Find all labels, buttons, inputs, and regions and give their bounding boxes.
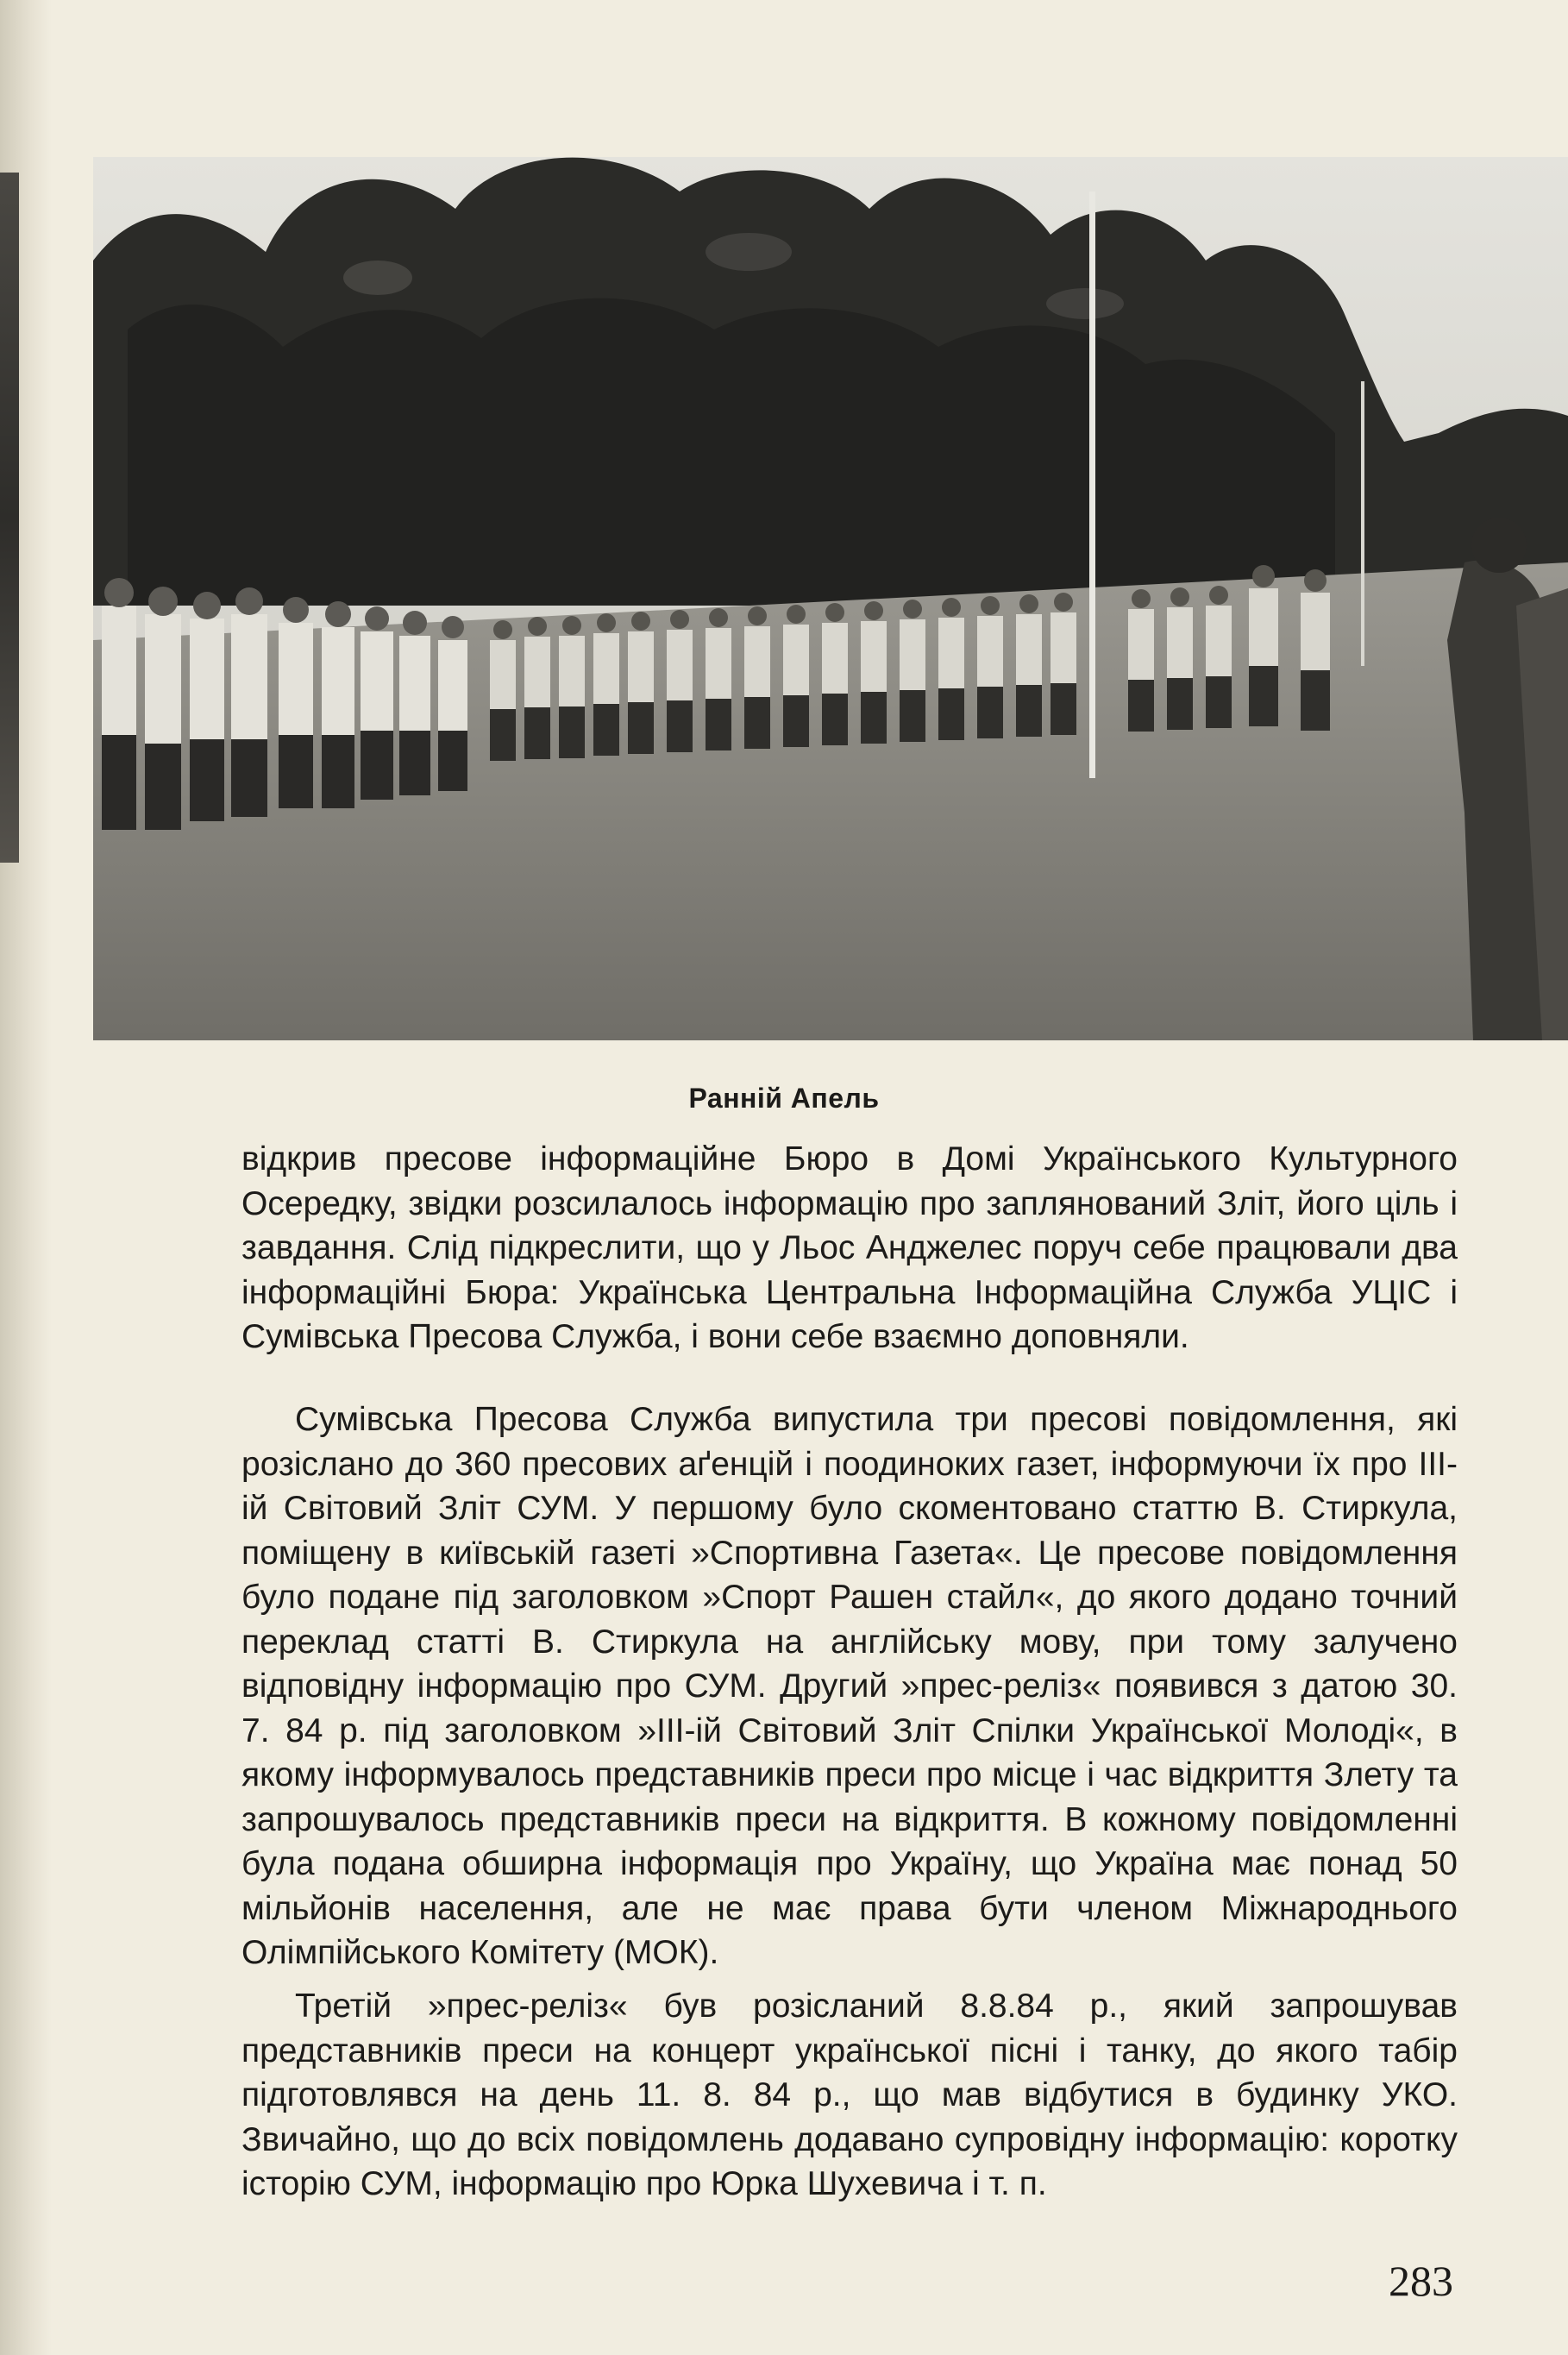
body-paragraph-1 <box>241 1137 1458 1360</box>
paragraph-text: Третій »прес-реліз« був розісланий 8.8.84 р., який запрошував представників преси на концерт української пісні і танку, до якого табір підготовлявся на день 11. 8. 84 р., що мав відбутися в будинку УКО. Звичайно, що до всіх повідомлень додавано супровідну інформацію: коротку історію СУМ, інформацію про Юрка Шухевича і т. п. <box>241 1988 1458 2202</box>
page-spine-shadow <box>0 173 19 863</box>
page-number: 283 <box>1389 2257 1453 2305</box>
paragraph-text: відкрив пресове інформаційне Бюро в Домі Українського Культурного Осередку, звідки розсилалось інформацію про заплянований Зліт, його ціль і завдання. Слід підкреслити, що у Льос Анджелес поруч себе працювали два інформаційні Бюра: Українська Центральна Інформаційна Служба УЦІС і Сумівська Пресова Служба, і вони себе взаємно доповняли. <box>241 1140 1458 1355</box>
photo-early-roll-call <box>93 157 1568 1040</box>
paragraph-text: Сумівська Пресова Служба випустила три пресові повідомлення, які розіслано до 360 пресових аґенцій і поодиноких газет, інформуючи їх про ІІІ-ій Світовий Зліт СУМ. У першому було скоментовано статтю В. Стиркула, поміщену в київській газеті »Спортивна Газета«. Це пресове повідомлення було подане під заголовком »Спорт Рашен стайл«, до якого додано точний переклад статті В. Стиркула на англійську мову, при тому залучено відповідну інформацію про СУМ. Другий »прес-реліз« появився з датою 30. 7. 84 р. під заголовком »ІІІ-ій Світовий Зліт Спілки Української Молоді«, в якому інформувалось представників преси про місце і час відкриття Злету та запрошувалось представників преси на відкриття. В кожному повідомленні була подана обширна інформація про Україну, що Україна має понад 50 мільйонів населення, але не має права бути членом Міжнароднього Олімпійського Комітету (МОК). <box>241 1401 1458 1971</box>
body-paragraph-3 <box>241 1984 1458 2207</box>
body-paragraph-2 <box>241 1397 1458 1975</box>
photo-caption: Ранній Апель <box>688 1083 880 1114</box>
